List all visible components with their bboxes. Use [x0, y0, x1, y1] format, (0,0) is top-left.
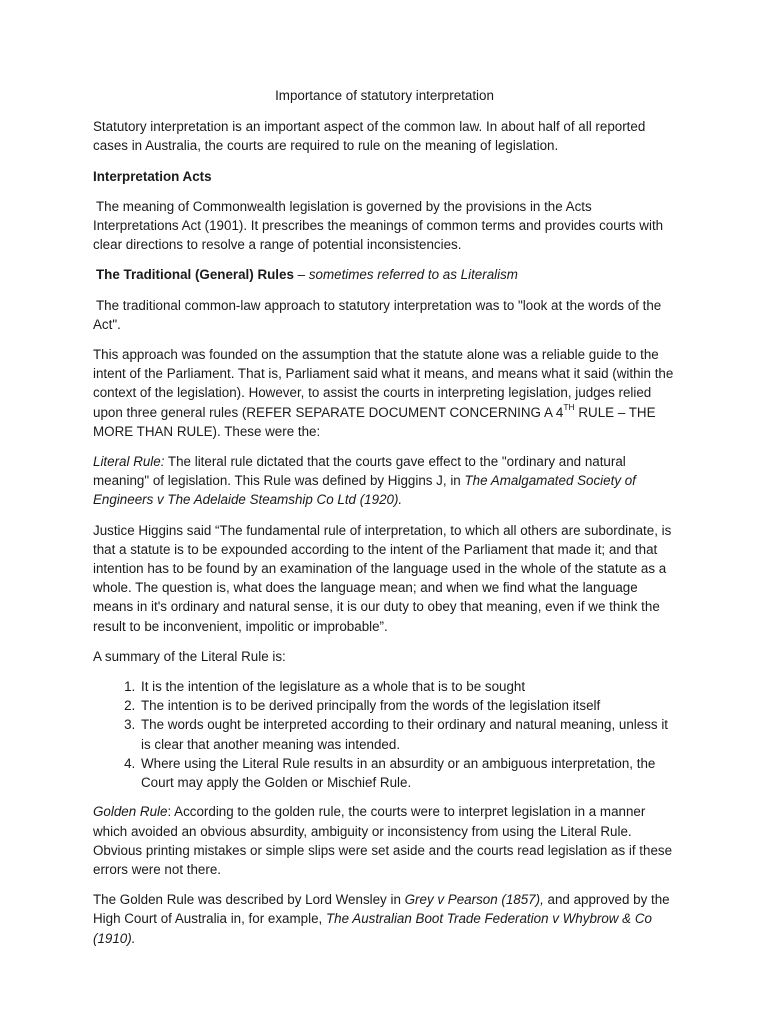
traditional-approach-paragraph: The traditional common-law approach to statutory interpretation was to "look at the words of the Act".	[93, 297, 662, 332]
traditional-rules-heading-dash: –	[293, 267, 309, 283]
higgins-quote-paragraph: Justice Higgins said “The fundamental rule of interpretation, to which all others are subordinate, is that a statute is to be expounded according to the intent of the Parliament that made it; and that intention has to be found by an examination of the language used in the whole of the statute as a whole. The question is, what does the language mean; and when we find what the language means in it's ordinary and natural sense, it is our duty to obey that meaning, even if we think the result to be inconvenient, impolitic or improbable”.	[93, 522, 672, 634]
golden-desc-text-2: and approved by the High Court of Australia in, for example,	[93, 892, 670, 927]
interpretation-acts-heading: Interpretation Acts	[93, 168, 212, 184]
summary-intro: A summary of the Literal Rule is:	[93, 648, 286, 664]
traditional-rules-heading-bold: The Traditional (General) Rules	[96, 267, 294, 283]
golden-rule-text: : According to the golden rule, the courts were to interpret legislation in a manner which avoided an obvious absurdity, ambiguity or inconsistency from using the Literal Rule. Obvious printing mistakes or simple slips were set aside and the courts read legislation as if these errors were not there.	[93, 804, 673, 877]
list-item: 3. The words ought be interpreted according to their ordinary and natural meaning, unless it is clear that another meaning was intended.	[139, 715, 676, 753]
golden-desc-case-2: The Australian Boot Trade Federation v Whybrow & Co (1910).	[93, 911, 652, 946]
approach-paragraph-text-2: RULE – THE MORE THAN RULE). These were the:	[93, 404, 656, 439]
list-item: 4. Where using the Literal Rule results in an absurdity or an ambiguous interpretation, the Court may apply the Golden or Mischief Rule.	[139, 754, 676, 792]
golden-rule-label: Golden Rule	[93, 804, 168, 820]
golden-desc-text-1: The Golden Rule was described by Lord Wensley in	[93, 892, 405, 908]
golden-desc-case-1: Grey v Pearson (1857),	[404, 892, 544, 908]
list-item: 2. The intention is to be derived principally from the words of the legislation itself	[139, 696, 676, 715]
golden-rule-paragraph	[93, 802, 676, 879]
traditional-rules-heading	[93, 265, 676, 284]
literal-rule-summary-list	[93, 677, 676, 792]
approach-paragraph	[93, 345, 676, 441]
list-item: 1. It is the intention of the legislature as a whole that is to be sought	[139, 677, 676, 696]
literal-rule-text: The literal rule dictated that the courts gave effect to the "ordinary and natural meaning" of legislation. This Rule was defined by Higgins J, in	[93, 454, 626, 489]
traditional-rules-heading-italic: sometimes referred to as Literalism	[308, 267, 518, 283]
literal-rule-paragraph	[93, 452, 676, 510]
literal-rule-label: Literal Rule:	[93, 454, 165, 470]
approach-paragraph-text-1: This approach was founded on the assumption that the statute alone was a reliable guide to the intent of the Parliament. That is, Parliament said what it means, and means what it said (within the context of the legislation). However, to assist the courts in interpreting legislation, judges relied upon three general rules (REFER SEPARATE DOCUMENT CONCERNING A 4	[93, 347, 674, 420]
literal-rule-case: The Amalgamated Society of Engineers v The Adelaide Steamship Co Ltd (1920).	[93, 473, 636, 508]
approach-paragraph-superscript: TH	[563, 402, 575, 413]
interpretation-acts-paragraph: The meaning of Commonwealth legislation is governed by the provisions in the Acts Interpretations Act (1901). It prescribes the meanings of common terms and provides courts with clear directions to resolve a range of potential inconsistencies.	[93, 198, 664, 253]
document-title: Importance of statutory interpretation	[275, 88, 494, 103]
intro-paragraph: Statutory interpretation is an important aspect of the common law. In about half of all reported cases in Australia, the courts are required to rule on the meaning of legislation.	[93, 119, 646, 154]
golden-rule-description	[93, 890, 676, 948]
